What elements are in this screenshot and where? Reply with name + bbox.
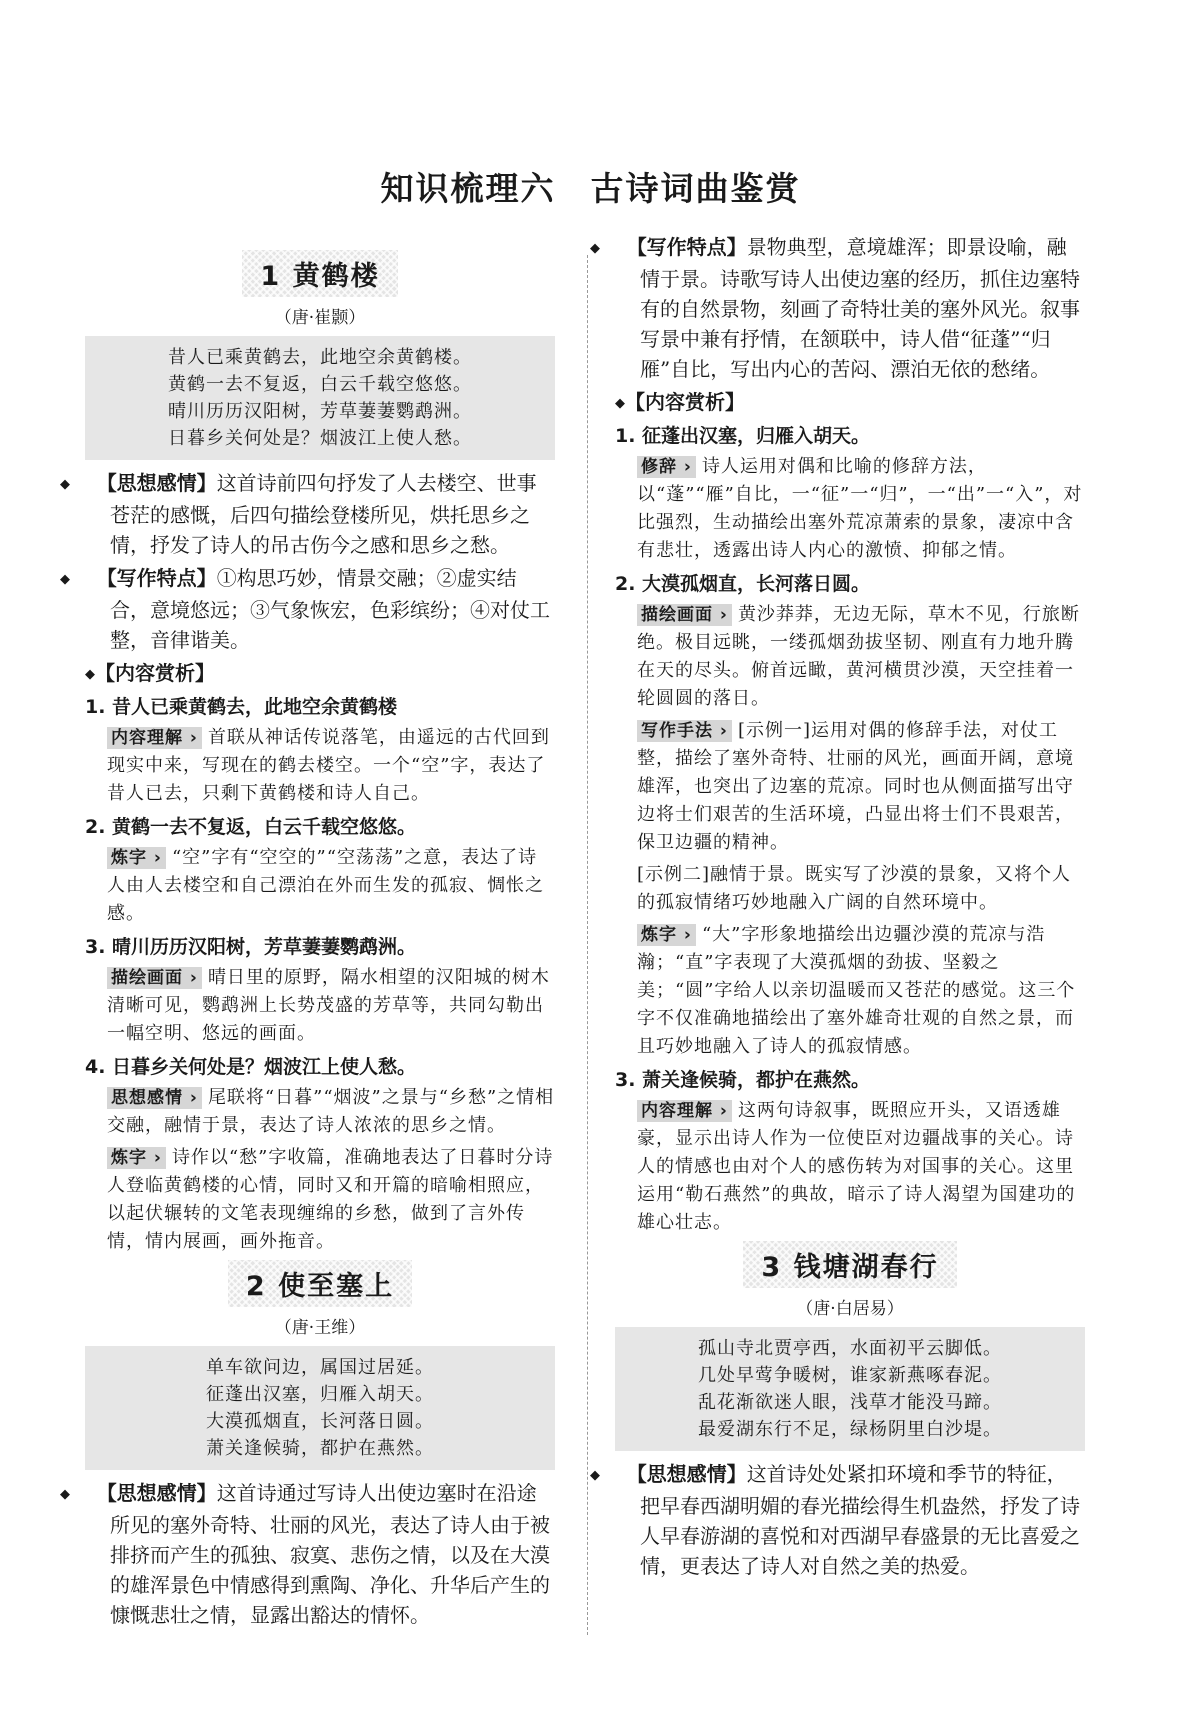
analysis-item-head: 2. 黄鹤一去不复返，白云千载空悠悠。: [85, 816, 417, 838]
note-text: [示例二]融情于景。既实写了沙漠的景象，又将个人的孤寂情绪巧妙地融入广阔的自然环境中。: [637, 864, 1072, 913]
section-heading: [615, 1241, 1085, 1288]
writing-label: 【写作特点】: [626, 235, 747, 259]
note-text: “空”字有“空空的”“空荡荡”之意，表达了诗人由人去楼空和自己漂泊在外而生发的孤寂、惆怅之感。: [107, 847, 544, 924]
writing-label: 【写作特点】: [96, 566, 217, 590]
poem-line: 征蓬出汉塞，归雁入胡天。: [206, 1384, 434, 1405]
poem-line: 乱花渐欲迷人眼，浅草才能没马蹄。: [698, 1392, 1002, 1413]
analysis-note: [637, 861, 1085, 917]
poem-line: 萧关逢候骑，都护在燕然。: [206, 1438, 434, 1459]
diamond-bullet-icon: ◆: [60, 1487, 70, 1502]
poem-line: 日暮乡关何处是？烟波江上使人愁。: [168, 428, 472, 449]
diamond-bullet-icon: ◆: [85, 667, 95, 682]
writing-paragraph: [590, 232, 1085, 384]
diamond-bullet-icon: ◆: [60, 572, 70, 587]
poem-box: [85, 1346, 555, 1470]
note-tag: 炼字 ›: [107, 1147, 166, 1169]
note-tag: 修辞 ›: [637, 456, 696, 478]
analysis-item-head: 3. 晴川历历汉阳树，芳草萋萋鹦鹉洲。: [85, 936, 417, 958]
right-column: [590, 232, 1085, 1584]
analysis-note: [637, 1097, 1085, 1237]
note-text: 首联从神话传说落笔，由遥远的古代回到现实中来，写现在的鹤去楼空。一个“空”字，表达了昔人已去，只剩下黄鹤楼和诗人自己。: [107, 727, 550, 804]
analysis-note: [637, 601, 1085, 713]
thought-text: 这首诗处处紧扣环境和季节的特征，把早春西湖明媚的春光描绘得生机盎然，抒发了诗人早春游湖的喜悦和对西湖早春盛景的无比喜爱之情，更表达了诗人对自然之美的热爱。: [640, 1462, 1080, 1578]
analysis-note: [637, 717, 1085, 857]
poem-line: 孤山寺北贾亭西，水面初平云脚低。: [698, 1338, 1002, 1359]
note-text: 诗人运用对偶和比喻的修辞方法，以“蓬”“雁”自比，一“征”一“归”，一“出”一“入”，对比强烈，生动描绘出塞外荒凉萧索的景象，凄凉中含有悲壮，透露出诗人内心的激愤、抑郁之情。: [637, 456, 1083, 561]
thought-paragraph: [60, 1478, 555, 1630]
note-text: 诗作以“愁”字收篇，准确地表达了日暮时分诗人登临黄鹤楼的心情，同时又和开篇的暗喻相照应，以起伏辗转的文笔表现缠绵的乡愁，做到了言外传情，情内展画，画外拖音。: [107, 1147, 554, 1252]
analysis-item-head: 3. 萧关逢候骑，都护在燕然。: [615, 1069, 871, 1091]
poem-author: （唐·崔颢）: [274, 308, 366, 328]
section-title: 3 钱塘湖春行: [743, 1241, 956, 1288]
analysis-item-head: 2. 大漠孤烟直，长河落日圆。: [615, 573, 871, 595]
poem-author: （唐·王维）: [274, 1318, 366, 1338]
poem-line: 昔人已乘黄鹤去，此地空余黄鹤楼。: [168, 347, 472, 368]
thought-paragraph: [60, 468, 555, 560]
note-tag: 炼字 ›: [637, 924, 696, 946]
analysis-note: [637, 453, 1085, 565]
content-label: 【内容赏析】: [95, 661, 215, 685]
content-label: 【内容赏析】: [625, 390, 745, 414]
poem-box: [615, 1327, 1085, 1451]
thought-text: 这首诗前四句抒发了人去楼空、世事苍茫的感慨，后四句描绘登楼所见，烘托思乡之情，抒发了诗人的吊古伤今之感和思乡之愁。: [110, 471, 537, 557]
analysis-note: [107, 1084, 555, 1140]
note-tag: 描绘画面 ›: [637, 604, 732, 626]
diamond-bullet-icon: ◆: [590, 1468, 600, 1483]
page-title: 知识梳理六 古诗词曲鉴赏: [380, 169, 801, 208]
writing-text: 景物典型，意境雄浑；即景设喻，融情于景。诗歌写诗人出使边塞的经历，抓住边塞特有的自然景物，刻画了奇特壮美的塞外风光。叙事写景中兼有抒情，在颔联中，诗人借“征蓬”“归雁”自比，写出内心的苦闷、漂泊无依的愁绪。: [640, 235, 1080, 381]
thought-text: 这首诗通过写诗人出使边塞时在沿途所见的塞外奇特、壮丽的风光，表达了诗人由于被排挤而产生的孤独、寂寞、悲伤之情，以及在大漠的雄浑景色中情感得到熏陶、净化、升华后产生的慷慨悲壮之情，显露出豁达的情怀。: [110, 1481, 550, 1627]
section-heading: [85, 250, 555, 297]
note-tag: 内容理解 ›: [107, 727, 202, 749]
writing-text: ①构思巧妙，情景交融；②虚实结合，意境悠远；③气象恢宏，色彩缤纷；④对仗工整，音律谐美。: [110, 566, 550, 652]
note-tag: 内容理解 ›: [637, 1100, 732, 1122]
diamond-bullet-icon: ◆: [60, 477, 70, 492]
analysis-note: [637, 921, 1085, 1061]
section-heading: [85, 1260, 555, 1307]
poem-line: 最爱湖东行不足，绿杨阴里白沙堤。: [698, 1419, 1002, 1440]
analysis-item-head: 4. 日暮乡关何处是？烟波江上使人愁。: [85, 1056, 417, 1078]
poem-line: 大漠孤烟直，长河落日圆。: [206, 1411, 434, 1432]
poem-line: 几处早莺争暖树，谁家新燕啄春泥。: [698, 1365, 1002, 1386]
note-text: 晴日里的原野，隔水相望的汉阳城的树木清晰可见，鹦鹉洲上长势茂盛的芳草等，共同勾勒出一幅空明、悠远的画面。: [107, 967, 550, 1044]
analysis-note: [107, 844, 555, 928]
thought-label: 【思想感情】: [626, 1462, 747, 1486]
poem-author: （唐·白居易）: [796, 1299, 904, 1319]
left-column: [60, 250, 555, 1633]
note-tag: 写作手法 ›: [637, 720, 732, 742]
thought-label: 【思想感情】: [96, 471, 217, 495]
note-text: “大”字形象地描绘出边疆沙漠的荒凉与浩瀚；“直”字表现了大漠孤烟的劲拔、坚毅之美；“圆”字给人以亲切温暖而又苍茫的感觉。这三个字不仅准确地描绘出了塞外雄奇壮观的自然之景，而且巧妙地融入了诗人的孤寂情感。: [637, 924, 1076, 1057]
note-text: 这两句诗叙事，既照应开头，又语透雄豪，显示出诗人作为一位使臣对边疆战事的关心。诗人的情感也由对个人的感伤转为对国事的关心。这里运用“勒石燕然”的典故，暗示了诗人渴望为国建功的雄心壮志。: [637, 1100, 1076, 1233]
analysis-item-head: 1. 昔人已乘黄鹤去，此地空余黄鹤楼: [85, 696, 398, 718]
note-tag: 思想感情 ›: [107, 1087, 202, 1109]
section-title: 1 黄鹤楼: [242, 250, 397, 297]
analysis-note: [107, 964, 555, 1048]
section-title: 2 使至塞上: [228, 1260, 412, 1307]
analysis-note: [107, 1144, 555, 1256]
note-tag: 描绘画面 ›: [107, 967, 202, 989]
analysis-note: [107, 724, 555, 808]
poem-line: 黄鹤一去不复返，白云千载空悠悠。: [168, 374, 472, 395]
note-text: [示例一]运用对偶的修辞手法，对仗工整，描绘了塞外奇特、壮丽的风光，画面开阔，意境雄浑，也突出了边塞的荒凉。同时也从侧面描写出守边将士们艰苦的生活环境，凸显出将士们不畏艰苦，保卫边疆的精神。: [637, 720, 1074, 853]
diamond-bullet-icon: ◆: [590, 241, 600, 256]
poem-line: 晴川历历汉阳树，芳草萋萋鹦鹉洲。: [168, 401, 472, 422]
column-divider: [587, 255, 588, 1635]
writing-paragraph: [60, 563, 555, 655]
analysis-item-head: 1. 征蓬出汉塞，归雁入胡天。: [615, 425, 871, 447]
content-header: [85, 658, 555, 690]
content-header: [615, 387, 1085, 419]
diamond-bullet-icon: ◆: [615, 396, 625, 411]
poem-line: 单车欲问边，属国过居延。: [206, 1357, 434, 1378]
note-text: 黄沙莽莽，无边无际，草木不见，行旅断绝。极目远眺，一缕孤烟劲拔坚韧、刚直有力地升腾在天的尽头。俯首远瞰，黄河横贯沙漠，天空挂着一轮圆圆的落日。: [637, 604, 1080, 709]
thought-label: 【思想感情】: [96, 1481, 217, 1505]
note-text: 尾联将“日暮”“烟波”之景与“乡愁”之情相交融，融情于景，表达了诗人浓浓的思乡之情。: [107, 1087, 555, 1136]
note-tag: 炼字 ›: [107, 847, 166, 869]
poem-box: [85, 336, 555, 460]
thought-paragraph: [590, 1459, 1085, 1581]
